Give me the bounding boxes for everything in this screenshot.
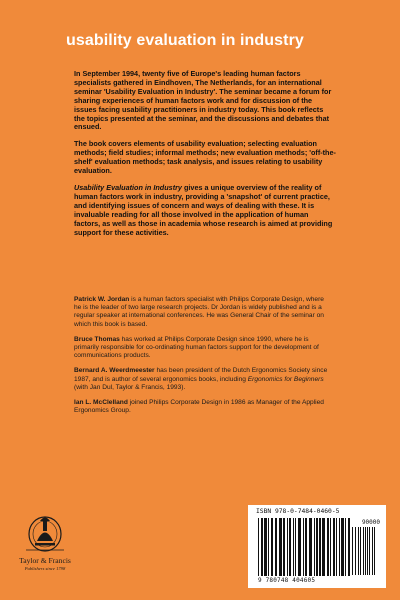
barcode-bar: [355, 527, 356, 575]
barcode-bar: [275, 518, 277, 576]
bio-text: has worked at Philips Corporate Design since 1990, where he is primarily responsible for co-ordinating human factors support for the development of communications products.: [74, 335, 319, 360]
addon-barcode: [352, 527, 378, 575]
barcode-bar: [293, 518, 294, 576]
bio-text: joined Philips Corporate Design in 1986 as Manager of the Applied Ergonomics Group.: [74, 399, 324, 415]
ean-barcode: [258, 518, 350, 576]
blurb-paragraph-2: The book covers elements of usability evaluation; selecting evaluation methods; field studies; informal methods; new evaluation methods; 'off-the-shelf' evaluation methods; task analysis, and issues relating to usability evaluation.: [74, 139, 336, 176]
author-bios: [74, 296, 332, 422]
bio-mcclelland: [74, 399, 332, 415]
publisher-logo: [12, 510, 78, 578]
book-title-italic: Usability Evaluation in Industry: [74, 182, 182, 192]
barcode-bar: [268, 518, 269, 576]
barcode-bar: [303, 518, 304, 576]
barcode-bar: [360, 527, 361, 575]
barcode-bar: [333, 518, 335, 576]
barcode-bar: [305, 518, 307, 576]
description-blurb: [74, 70, 336, 245]
barcode-bar: [258, 518, 259, 576]
blurb-paragraph-1: In September 1994, twenty five of Europe's leading human factors specialists gathered in Eindhoven, The Netherlands, for an international seminar 'Usability Evaluation in Industry'. The seminar became a forum for sharing experiences of human factors work and for discussion of the issues facing usability practitioners in industry today. This book reflects the topics presented at the seminar, and the discussions and debates that ensued.: [74, 69, 332, 132]
taylor-francis-emblem-icon: [12, 510, 78, 556]
author-name: Ian L. McClelland: [74, 399, 128, 407]
barcode-bar: [345, 518, 346, 576]
barcode-bar: [341, 518, 344, 576]
isbn-text: ISBN 978-0-7484-0460-5: [256, 508, 340, 515]
barcode-bar: [316, 518, 318, 576]
ean-digits: 9 780748 404605: [258, 577, 316, 584]
barcode-bar: [295, 518, 296, 576]
blurb-paragraph-3-text: gives a unique overview of the reality of human factors work in industry, providing a 'snapshot' of current practice, and identifying issues of concern and ways of dealing with these. It is invaluable reading for all those involved in the application of human factors, as well as those in academia whose research is aimed at providing support for these activities.: [74, 182, 333, 237]
book-reference: Ergonomics for Beginners: [247, 375, 324, 383]
barcode-bar: [309, 518, 312, 576]
barcode-bar: [363, 527, 364, 575]
bio-text: is a human factors specialist with Philips Corporate Design, where he is the leader of two large research projects. Dr Jordan is widely published and is a regular speaker at international conferences. He was General Chair of the seminar on which this book is based.: [74, 296, 324, 328]
barcode-bar: [298, 518, 301, 576]
barcode-bar: [369, 527, 370, 575]
barcode-bar: [348, 518, 350, 576]
barcode-bar: [352, 527, 353, 575]
barcode-bar: [330, 518, 331, 576]
barcode-bar: [322, 518, 325, 576]
author-name: Bruce Thomas: [74, 335, 120, 343]
publisher-tagline: Publishers since 1798: [24, 566, 66, 571]
barcode-bar: [374, 527, 375, 575]
bio-text-after: (with Jan Dul, Taylor & Francis, 1993).: [74, 383, 186, 391]
barcode-bar: [283, 518, 285, 576]
barcode-bar: [314, 518, 315, 576]
author-name: Patrick W. Jordan: [74, 296, 130, 303]
barcode-bar: [261, 518, 263, 576]
barcode-bar: [279, 518, 282, 576]
barcode-bar: [365, 527, 366, 575]
bio-weerdmeester: [74, 367, 332, 392]
blurb-paragraph-3: [74, 184, 336, 237]
bio-jordan: [74, 296, 332, 329]
barcode-bar: [367, 527, 368, 575]
barcode-bar: [327, 518, 329, 576]
barcode-bar: [287, 518, 288, 576]
publisher-name: Taylor & Francis: [19, 556, 71, 565]
barcode-bar: [372, 527, 373, 575]
barcode-bar: [358, 527, 359, 575]
barcode-bar: [289, 518, 291, 576]
bio-text: has been president of the Dutch Ergonomics Society since 1987, and is author of several ergonomics books, including: [74, 367, 328, 383]
bio-thomas: [74, 336, 332, 361]
barcode-panel: [248, 505, 386, 588]
barcode-bar: [264, 518, 267, 576]
barcode-bar: [339, 518, 340, 576]
barcode-bar: [319, 518, 321, 576]
book-title: usability evaluation in industry: [66, 32, 304, 49]
author-name: Bernard A. Weerdmeester: [74, 367, 155, 375]
price-code: 90000: [361, 519, 380, 526]
barcode-bar: [271, 518, 273, 576]
barcode-bar: [336, 518, 337, 576]
